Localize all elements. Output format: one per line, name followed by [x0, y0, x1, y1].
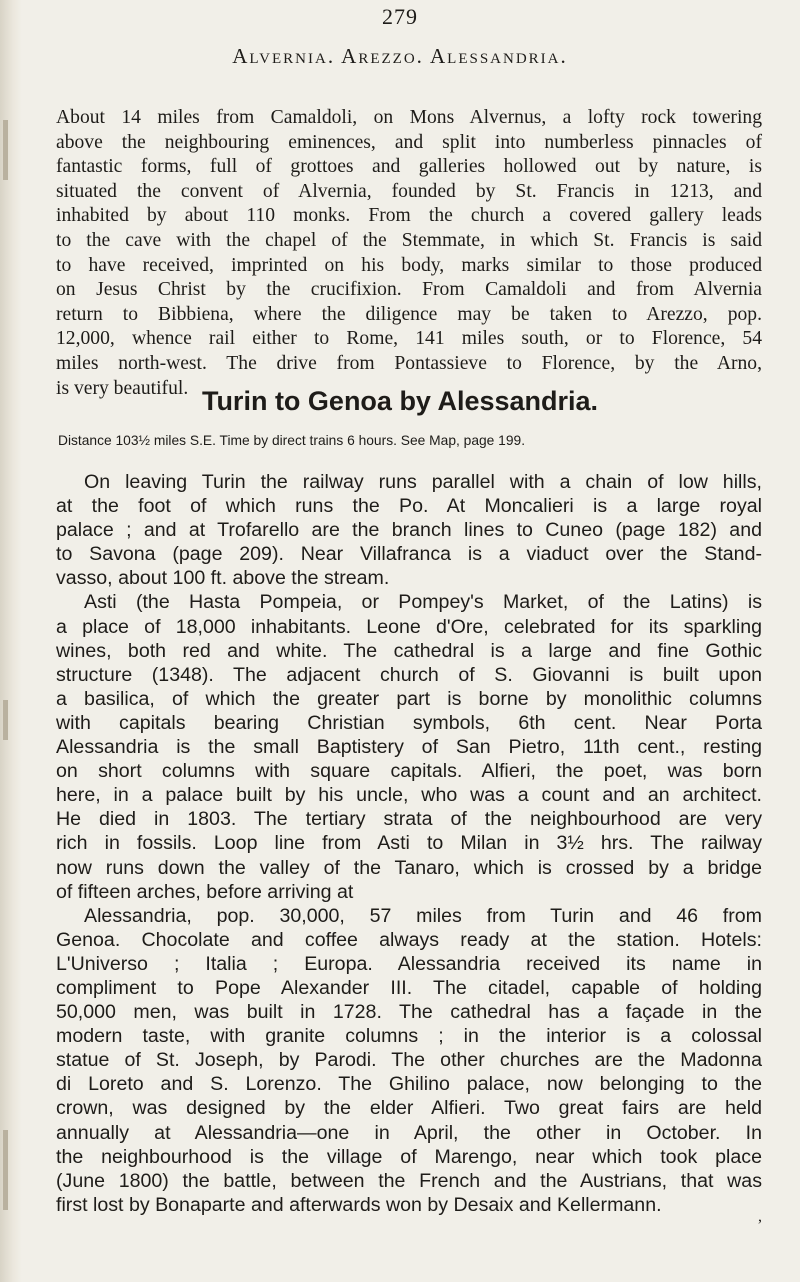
text-line: L'Universo ; Italia ; Europa. Alessandria received its name in — [56, 952, 762, 975]
text-line: to Savona (page 209). Near Villafranca is a viaduct over the Stand- — [56, 543, 762, 566]
text-line: a place of 18,000 inhabitants. Leone d'Ore, celebrated for its sparkling — [56, 615, 762, 638]
text-line: 12,000, whence rail either to Rome, 141 miles south, or to Florence, 54 — [56, 328, 762, 350]
alvernia-paragraph — [56, 106, 762, 401]
text-line: situated the convent of Alvernia, founded by St. Francis in 1213, and — [56, 180, 762, 202]
running-head: Alvernia. Arezzo. Alessandria. — [232, 44, 568, 68]
text-line: to have received, imprinted on his body, marks similar to those produced — [56, 254, 762, 276]
margin-mark: , — [758, 1208, 762, 1225]
text-line: now runs down the valley of the Tanaro, which is crossed by a bridge — [56, 856, 762, 879]
text-line: first lost by Bonaparte and afterwards won by Desaix and Kellermann. — [56, 1193, 662, 1216]
text-line: on short columns with square capitals. Alfieri, the poet, was born — [56, 760, 762, 783]
text-line: Alessandria is the small Baptistery of San Pietro, 11th cent., resting — [56, 736, 762, 759]
text-line: About 14 miles from Camaldoli, on Mons Alvernus, a lofty rock towering — [56, 107, 762, 128]
text-line: the neighbourhood is the village of Marengo, near which took place — [56, 1145, 762, 1168]
text-line: miles north-west. The drive from Pontassieve to Florence, by the Arno, — [56, 352, 762, 374]
page-number: 279 — [382, 4, 418, 29]
text-line: vasso, about 100 ft. above the stream. — [56, 567, 390, 590]
text-line: of fifteen arches, before arriving at — [56, 880, 354, 903]
edge-mark — [3, 1130, 8, 1210]
turin-genoa-text — [56, 470, 762, 1217]
text-line: a basilica, of which the greater part is borne by monolithic columns — [56, 687, 762, 710]
text-line: compliment to Pope Alexander III. The citadel, capable of holding — [56, 976, 762, 999]
binding-edge — [0, 0, 22, 1282]
text-line: palace ; and at Trofarello are the branch lines to Cuneo (page 182) and — [56, 519, 762, 542]
text-line: at the foot of which runs the Po. At Moncalieri is a large royal — [56, 495, 762, 518]
edge-mark — [3, 120, 8, 180]
edge-mark — [3, 700, 8, 740]
text-line: Asti (the Hasta Pompeia, or Pompey's Market, of the Latins) is — [84, 591, 762, 614]
text-line: On leaving Turin the railway runs parallel with a chain of low hills, — [84, 471, 762, 493]
text-line: wines, both red and white. The cathedral is a large and fine Gothic — [56, 639, 762, 662]
text-line: 50,000 men, was built in 1728. The cathedral has a façade in the — [56, 1001, 762, 1024]
text-line: with capitals bearing Christian symbols, 6th cent. Near Porta — [56, 711, 762, 734]
text-line: rich in fossils. Loop line from Asti to Milan in 3½ hrs. The railway — [56, 832, 762, 855]
text-line: above the neighbouring eminences, and split into numberless pinnacles of — [56, 131, 762, 153]
text-line: He died in 1803. The tertiary strata of the neighbourhood are very — [56, 808, 762, 831]
route-details: Distance 103½ miles S.E. Time by direct trains 6 hours. See Map, page 199. — [58, 433, 526, 448]
text-line: is very beautiful. — [56, 377, 189, 399]
text-line: structure (1348). The adjacent church of S. Giovanni is built upon — [56, 663, 762, 686]
text-line: Genoa. Chocolate and coffee always ready at the station. Hotels: — [56, 928, 762, 951]
text-line: to the cave with the chapel of the Stemmate, in which St. Francis is said — [56, 229, 762, 251]
text-line: inhabited by about 110 monks. From the church a covered gallery leads — [56, 205, 762, 227]
text-line: on Jesus Christ by the crucifixion. From Camaldoli and from Alvernia — [56, 279, 762, 301]
text-line: di Loreto and S. Lorenzo. The Ghilino palace, now belonging to the — [56, 1073, 762, 1096]
text-line: crown, was designed by the elder Alfieri. Two great fairs are held — [56, 1097, 762, 1120]
section-heading: Turin to Genoa by Alessandria. — [201, 386, 599, 416]
text-line: (June 1800) the battle, between the French and the Austrians, that was — [56, 1169, 762, 1192]
text-line: annually at Alessandria—one in April, the other in October. In — [56, 1121, 762, 1144]
text-line: statue of St. Joseph, by Parodi. The other churches are the Madonna — [56, 1049, 762, 1072]
text-line: fantastic forms, full of grottoes and galleries hollowed out by nature, is — [56, 156, 762, 178]
text-line: modern taste, with granite columns ; in the interior is a colossal — [56, 1025, 762, 1048]
text-line: return to Bibbiena, where the diligence may be taken to Arezzo, pop. — [56, 303, 762, 325]
text-line: here, in a palace built by his uncle, who was a count and an architect. — [56, 784, 762, 807]
text-line: Alessandria, pop. 30,000, 57 miles from Turin and 46 from — [84, 904, 762, 927]
